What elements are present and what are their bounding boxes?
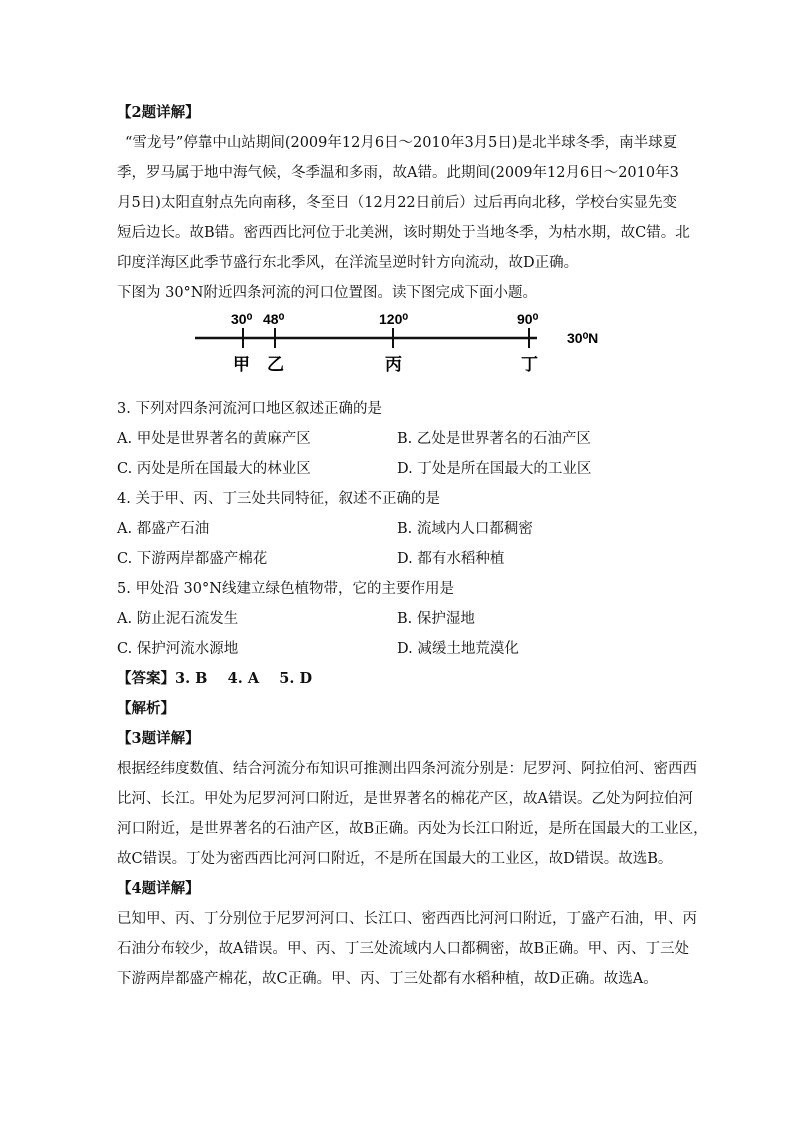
paragraph-line: 比河、长江。甲处为尼罗河河口附近，是世界著名的棉花产区，故A错误。乙处为阿拉伯河 — [117, 791, 693, 807]
place-label: 丁 — [521, 355, 538, 374]
option-a: A. 甲处是世界著名的黄麻产区 — [117, 431, 311, 447]
section-header-q3: 【3题详解】 — [117, 730, 200, 747]
place-label: 乙 — [267, 355, 284, 374]
option-b: B. 乙处是世界著名的石油产区 — [397, 431, 591, 447]
paragraph-line: 故C错误。丁处为密西西比河河口附近，不是所在国最大的工业区，故D错误。故选B。 — [117, 851, 673, 867]
paragraph-line: 月5日)太阳直射点先向南移，冬至日（12月22日前后）过后再向北移，学校台实显先变 — [117, 195, 677, 211]
option-b: B. 流域内人口都稠密 — [397, 521, 533, 537]
river-mouth-diagram — [117, 310, 677, 392]
paragraph-line: 已知甲、丙、丁分别位于尼罗河河口、长江口、密西西比河河口附近，丁盛产石油，甲、丙 — [117, 911, 697, 927]
option-d: D. 减缓土地荒漠化 — [397, 641, 519, 657]
place-label: 丙 — [385, 355, 402, 374]
longitude-label: 90⁰ — [517, 311, 539, 327]
option-c: C. 保护河流水源地 — [117, 641, 239, 657]
paragraph-line: “雪龙号”停靠中山站期间(2009年12月6日～2010年3月5日)是北半球冬季，南半球夏 — [125, 135, 678, 151]
option-c: C. 下游两岸都盛产棉花 — [117, 551, 268, 567]
question-stem: 3. 下列对四条河流河口地区叙述正确的是 — [117, 401, 382, 417]
longitude-label: 120⁰ — [379, 311, 408, 327]
section-header-q2: 【2题详解】 — [117, 104, 200, 121]
option-a: A. 都盛产石油 — [117, 521, 210, 537]
paragraph-line: 季，罗马属于地中海气候，冬季温和多雨，故A错。此期间(2009年12月6日～2010年3 — [117, 165, 679, 181]
paragraph-line: 短后边长。故B错。密西西比河位于北美洲，该时期处于当地冬季，为枯水期，故C错。北 — [117, 225, 690, 241]
option-a: A. 防止泥石流发生 — [117, 611, 239, 627]
answer-line: 【答案】3. B 4. A 5. D — [117, 670, 313, 687]
analysis-header: 【解析】 — [117, 700, 175, 717]
section-header-q4: 【4题详解】 — [117, 880, 200, 897]
option-c: C. 丙处是所在国最大的林业区 — [117, 461, 311, 477]
option-d: D. 丁处是所在国最大的工业区 — [397, 461, 592, 477]
option-row — [117, 514, 677, 544]
paragraph-line: 河口附近，是世界著名的石油产区，故B正确。丙处为长江口附近，是所在国最大的工业区， — [117, 821, 708, 837]
option-b: B. 保护湿地 — [397, 611, 475, 627]
option-d: D. 都有水稻种植 — [397, 551, 505, 567]
longitude-label: 30⁰ — [231, 311, 253, 327]
paragraph-line: 根据经纬度数值、结合河流分布知识可推测出四条河流分别是：尼罗河、阿拉伯河、密西西 — [117, 761, 697, 777]
place-label: 甲 — [233, 355, 250, 374]
paragraph-line: 石油分布较少，故A错误。甲、丙、丁三处流域内人口都稠密，故B正确。甲、丙、丁三处 — [117, 941, 690, 957]
paragraph-line: 印度洋海区此季节盛行东北季风，在洋流呈逆时针方向流动，故D正确。 — [117, 255, 579, 271]
latitude-line-figure — [195, 310, 615, 392]
option-row — [117, 454, 677, 484]
option-row — [117, 424, 677, 454]
latitude-label: 30⁰N — [567, 330, 599, 346]
question-stem: 5. 甲处沿 30°N线建立绿色植物带，它的主要作用是 — [117, 581, 454, 597]
question-stem: 4. 关于甲、丙、丁三处共同特征，叙述不正确的是 — [117, 491, 440, 507]
document-page — [117, 98, 708, 994]
figure-intro: 下图为 30°N附近四条河流的河口位置图。读下图完成下面小题。 — [117, 285, 537, 301]
longitude-label: 48⁰ — [263, 311, 285, 327]
option-row — [117, 544, 677, 574]
option-row — [117, 604, 677, 634]
paragraph-line: 下游两岸都盛产棉花，故C正确。甲、丙、丁三处都有水稻种植，故D正确。故选A。 — [117, 971, 658, 987]
option-row — [117, 634, 677, 664]
